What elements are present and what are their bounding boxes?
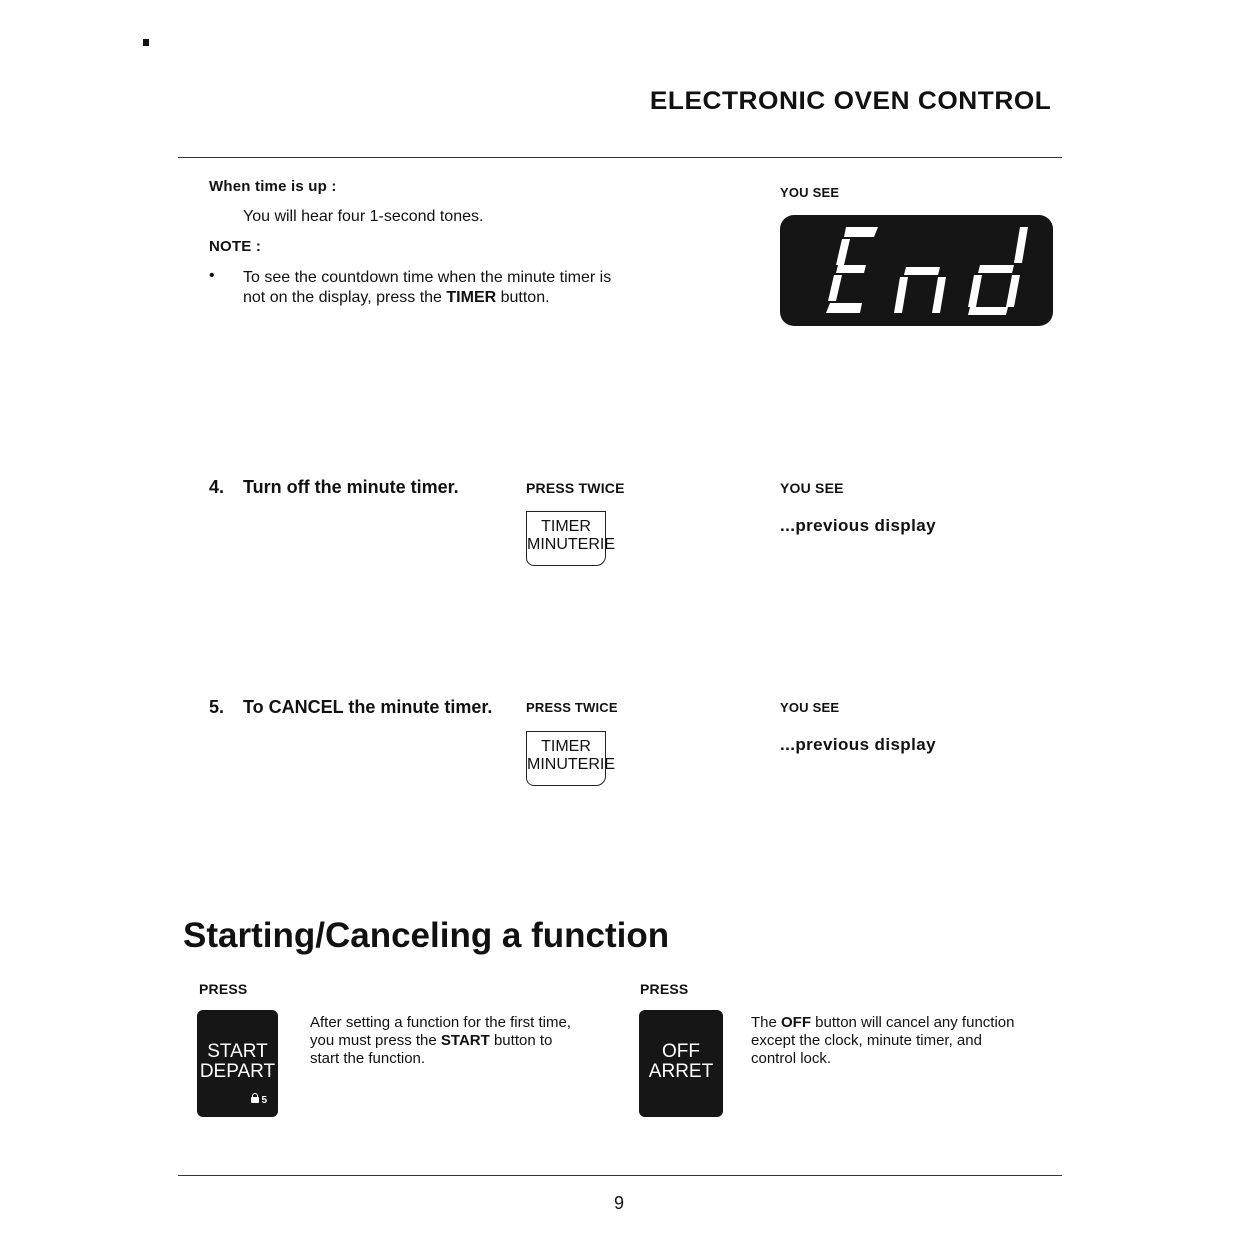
off-desc-line3: control lock. [751, 1050, 832, 1067]
you-see-label-end: YOU SEE [780, 185, 840, 200]
page-header-title: ELECTRONIC OVEN CONTROL [649, 87, 1051, 115]
top-rule [178, 157, 1062, 158]
note-label: NOTE : [209, 238, 262, 255]
start-desc-line3: start the function. [310, 1050, 426, 1067]
off-button-label: OFF [662, 1041, 700, 1062]
segment-n [894, 267, 946, 313]
lcd-display [780, 215, 1053, 326]
lock-icon: 5 [251, 1091, 267, 1111]
bullet-dot: • [209, 267, 215, 284]
step5-you-see: YOU SEE [780, 700, 840, 715]
start-button[interactable] [197, 1010, 278, 1117]
note-bullet-line2: not on the display, press the TIMER button. [243, 289, 550, 306]
timer-button-label: TIMER [541, 738, 591, 755]
note-bullet-line1: To see the countdown time when the minute timer is [243, 269, 612, 286]
timer-button-step4[interactable] [526, 511, 615, 566]
page-number: 9 [613, 1193, 624, 1213]
step4-you-see: YOU SEE [780, 480, 844, 496]
segment-d [968, 227, 1028, 315]
step4-number: 4. [209, 477, 225, 497]
timer-button-label: TIMER [541, 518, 591, 535]
seven-segment-readout [780, 215, 1053, 326]
step4-result: ...previous display [780, 516, 936, 535]
step5-title: To CANCEL the minute timer. [243, 697, 493, 717]
corner-mark [143, 39, 149, 46]
section-title: Starting/Canceling a function [183, 916, 670, 955]
start-desc-line2: you must press the START button to [310, 1032, 553, 1049]
step4-press-label: PRESS TWICE [526, 480, 625, 496]
start-button-sublabel: DEPART [199, 1061, 276, 1082]
step5-result: ...previous display [780, 735, 936, 754]
segment-E [826, 227, 878, 313]
timer-button-sublabel: MINUTERIE [527, 536, 615, 553]
off-press-label: PRESS [640, 981, 689, 997]
time-up-heading: When time is up : [209, 178, 337, 195]
bottom-rule [178, 1175, 1062, 1176]
timer-button-step5[interactable] [526, 731, 615, 786]
start-button-label: START [207, 1041, 268, 1062]
step4-title: Turn off the minute timer. [243, 477, 459, 497]
time-up-line: You will hear four 1-second tones. [243, 208, 484, 225]
off-button[interactable] [639, 1010, 723, 1117]
start-desc-line1: After setting a function for the first time, [310, 1014, 571, 1031]
start-press-label: PRESS [199, 981, 248, 997]
step5-number: 5. [209, 697, 225, 717]
off-desc-line1: The OFF button will cancel any function [751, 1014, 1015, 1031]
off-button-sublabel: ARRET [648, 1061, 714, 1082]
step5-press-label: PRESS TWICE [526, 700, 618, 715]
timer-button-sublabel: MINUTERIE [527, 756, 615, 773]
off-desc-line2: except the clock, minute timer, and [751, 1032, 982, 1049]
display-text: End [780, 215, 782, 216]
